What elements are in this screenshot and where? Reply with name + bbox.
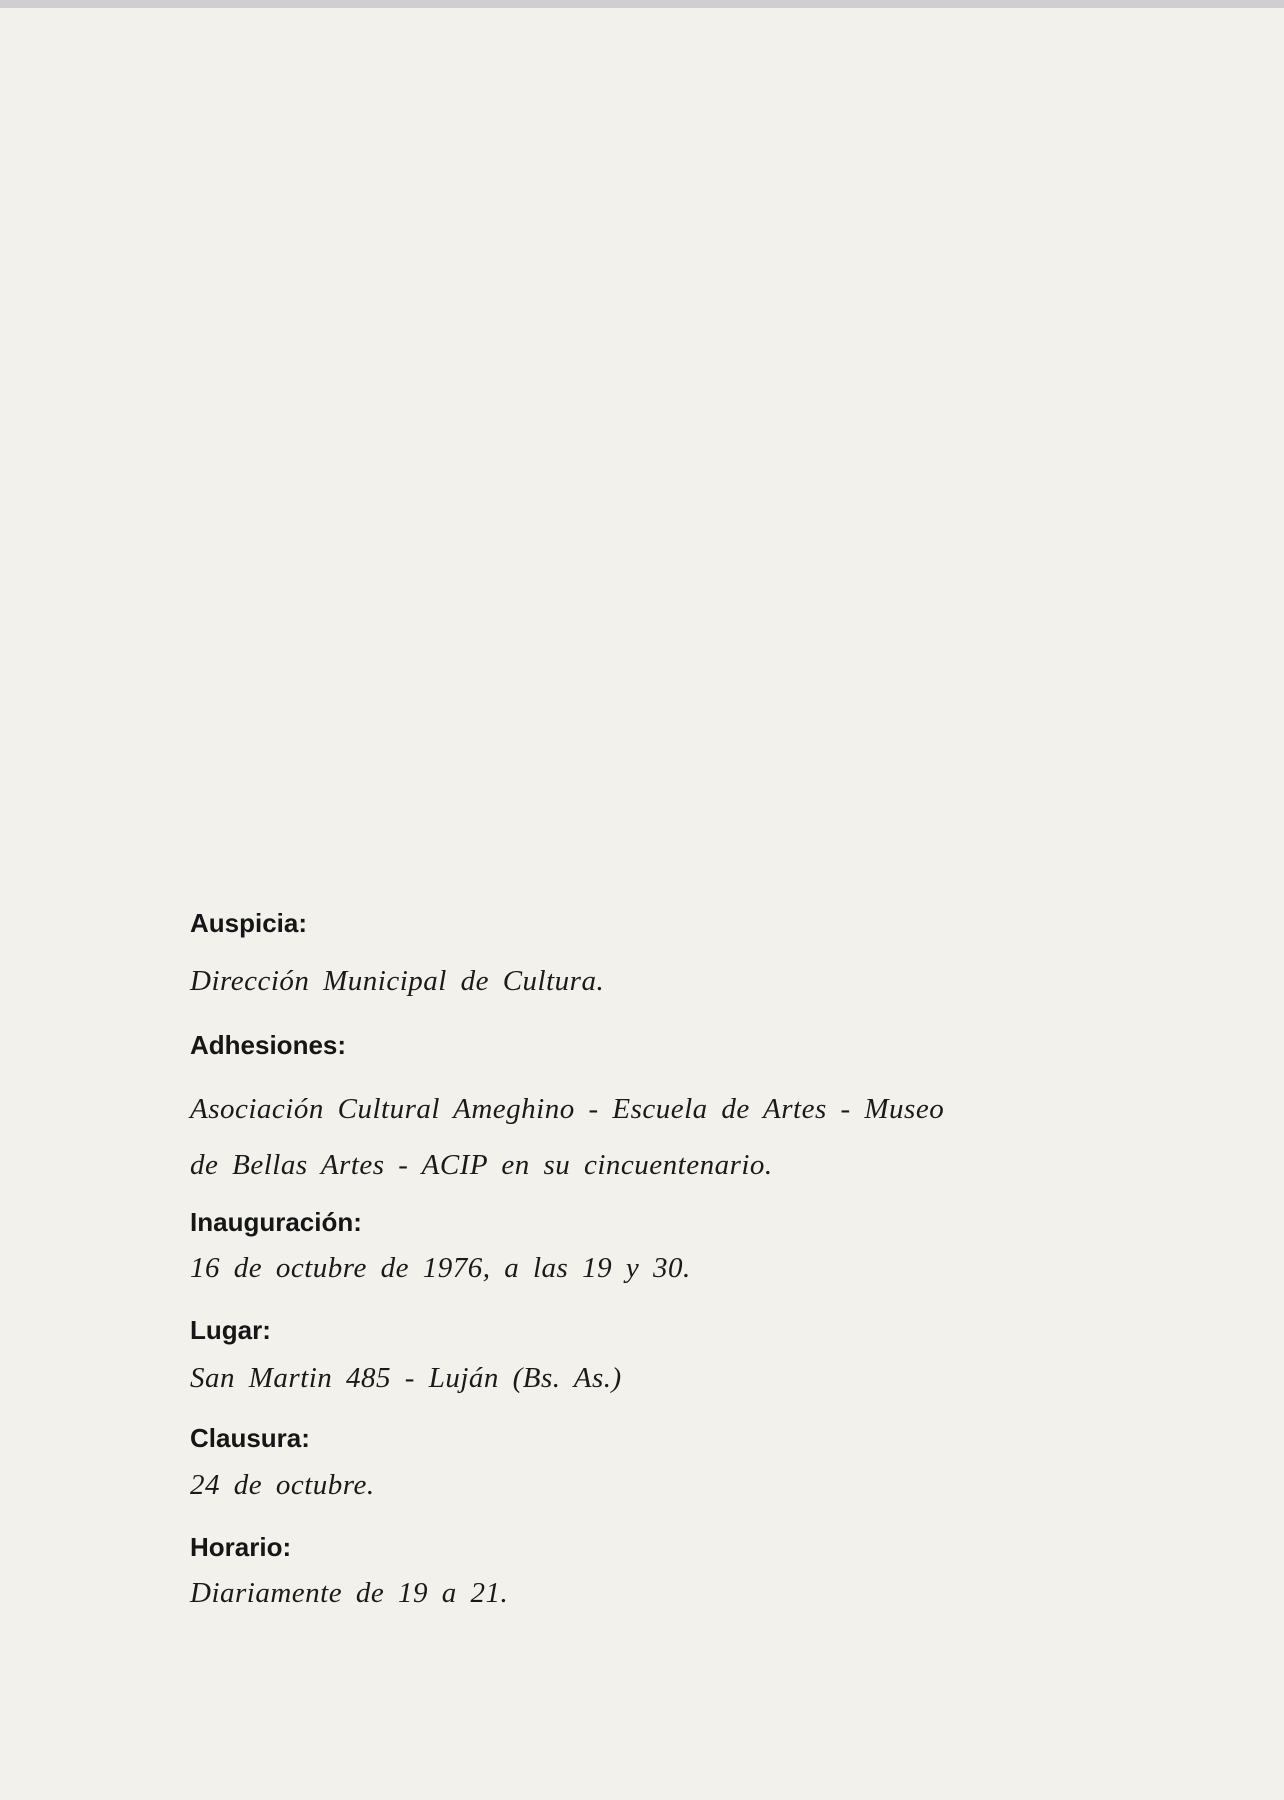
section-adhesiones [190, 1030, 1110, 1193]
section-inauguracion [190, 1207, 1110, 1285]
horario-heading: Horario: [190, 1531, 292, 1562]
clausura-text: 24 de octubre. [190, 1468, 375, 1501]
lugar-text: San Martin 485 - Luján (Bs. As.) [190, 1362, 622, 1395]
section-lugar [190, 1315, 1110, 1395]
section-auspicia [190, 908, 1110, 1002]
document-page [0, 8, 1284, 1800]
inauguracion-heading: Inauguración: [190, 1206, 362, 1237]
lugar-heading: Lugar: [190, 1315, 271, 1346]
clausura-heading: Clausura: [190, 1423, 310, 1454]
section-clausura [190, 1423, 1110, 1501]
section-horario [190, 1532, 1110, 1610]
adhesiones-heading: Adhesiones: [190, 1029, 347, 1060]
adhesiones-line-2: de Bellas Artes - ACIP en su cincuentenario. [190, 1148, 773, 1181]
inauguracion-text: 16 de octubre de 1976, a las 19 y 30. [190, 1252, 691, 1285]
horario-text: Diariamente de 19 a 21. [190, 1576, 509, 1609]
auspicia-text: Dirección Municipal de Cultura. [190, 965, 605, 998]
adhesiones-line-1: Asociación Cultural Ameghino - Escuela de Artes - Museo [190, 1092, 945, 1125]
adhesiones-text [190, 1081, 1110, 1193]
scan-top-edge [0, 0, 1284, 8]
event-info [190, 908, 1110, 1610]
auspicia-heading: Auspicia: [190, 908, 308, 938]
